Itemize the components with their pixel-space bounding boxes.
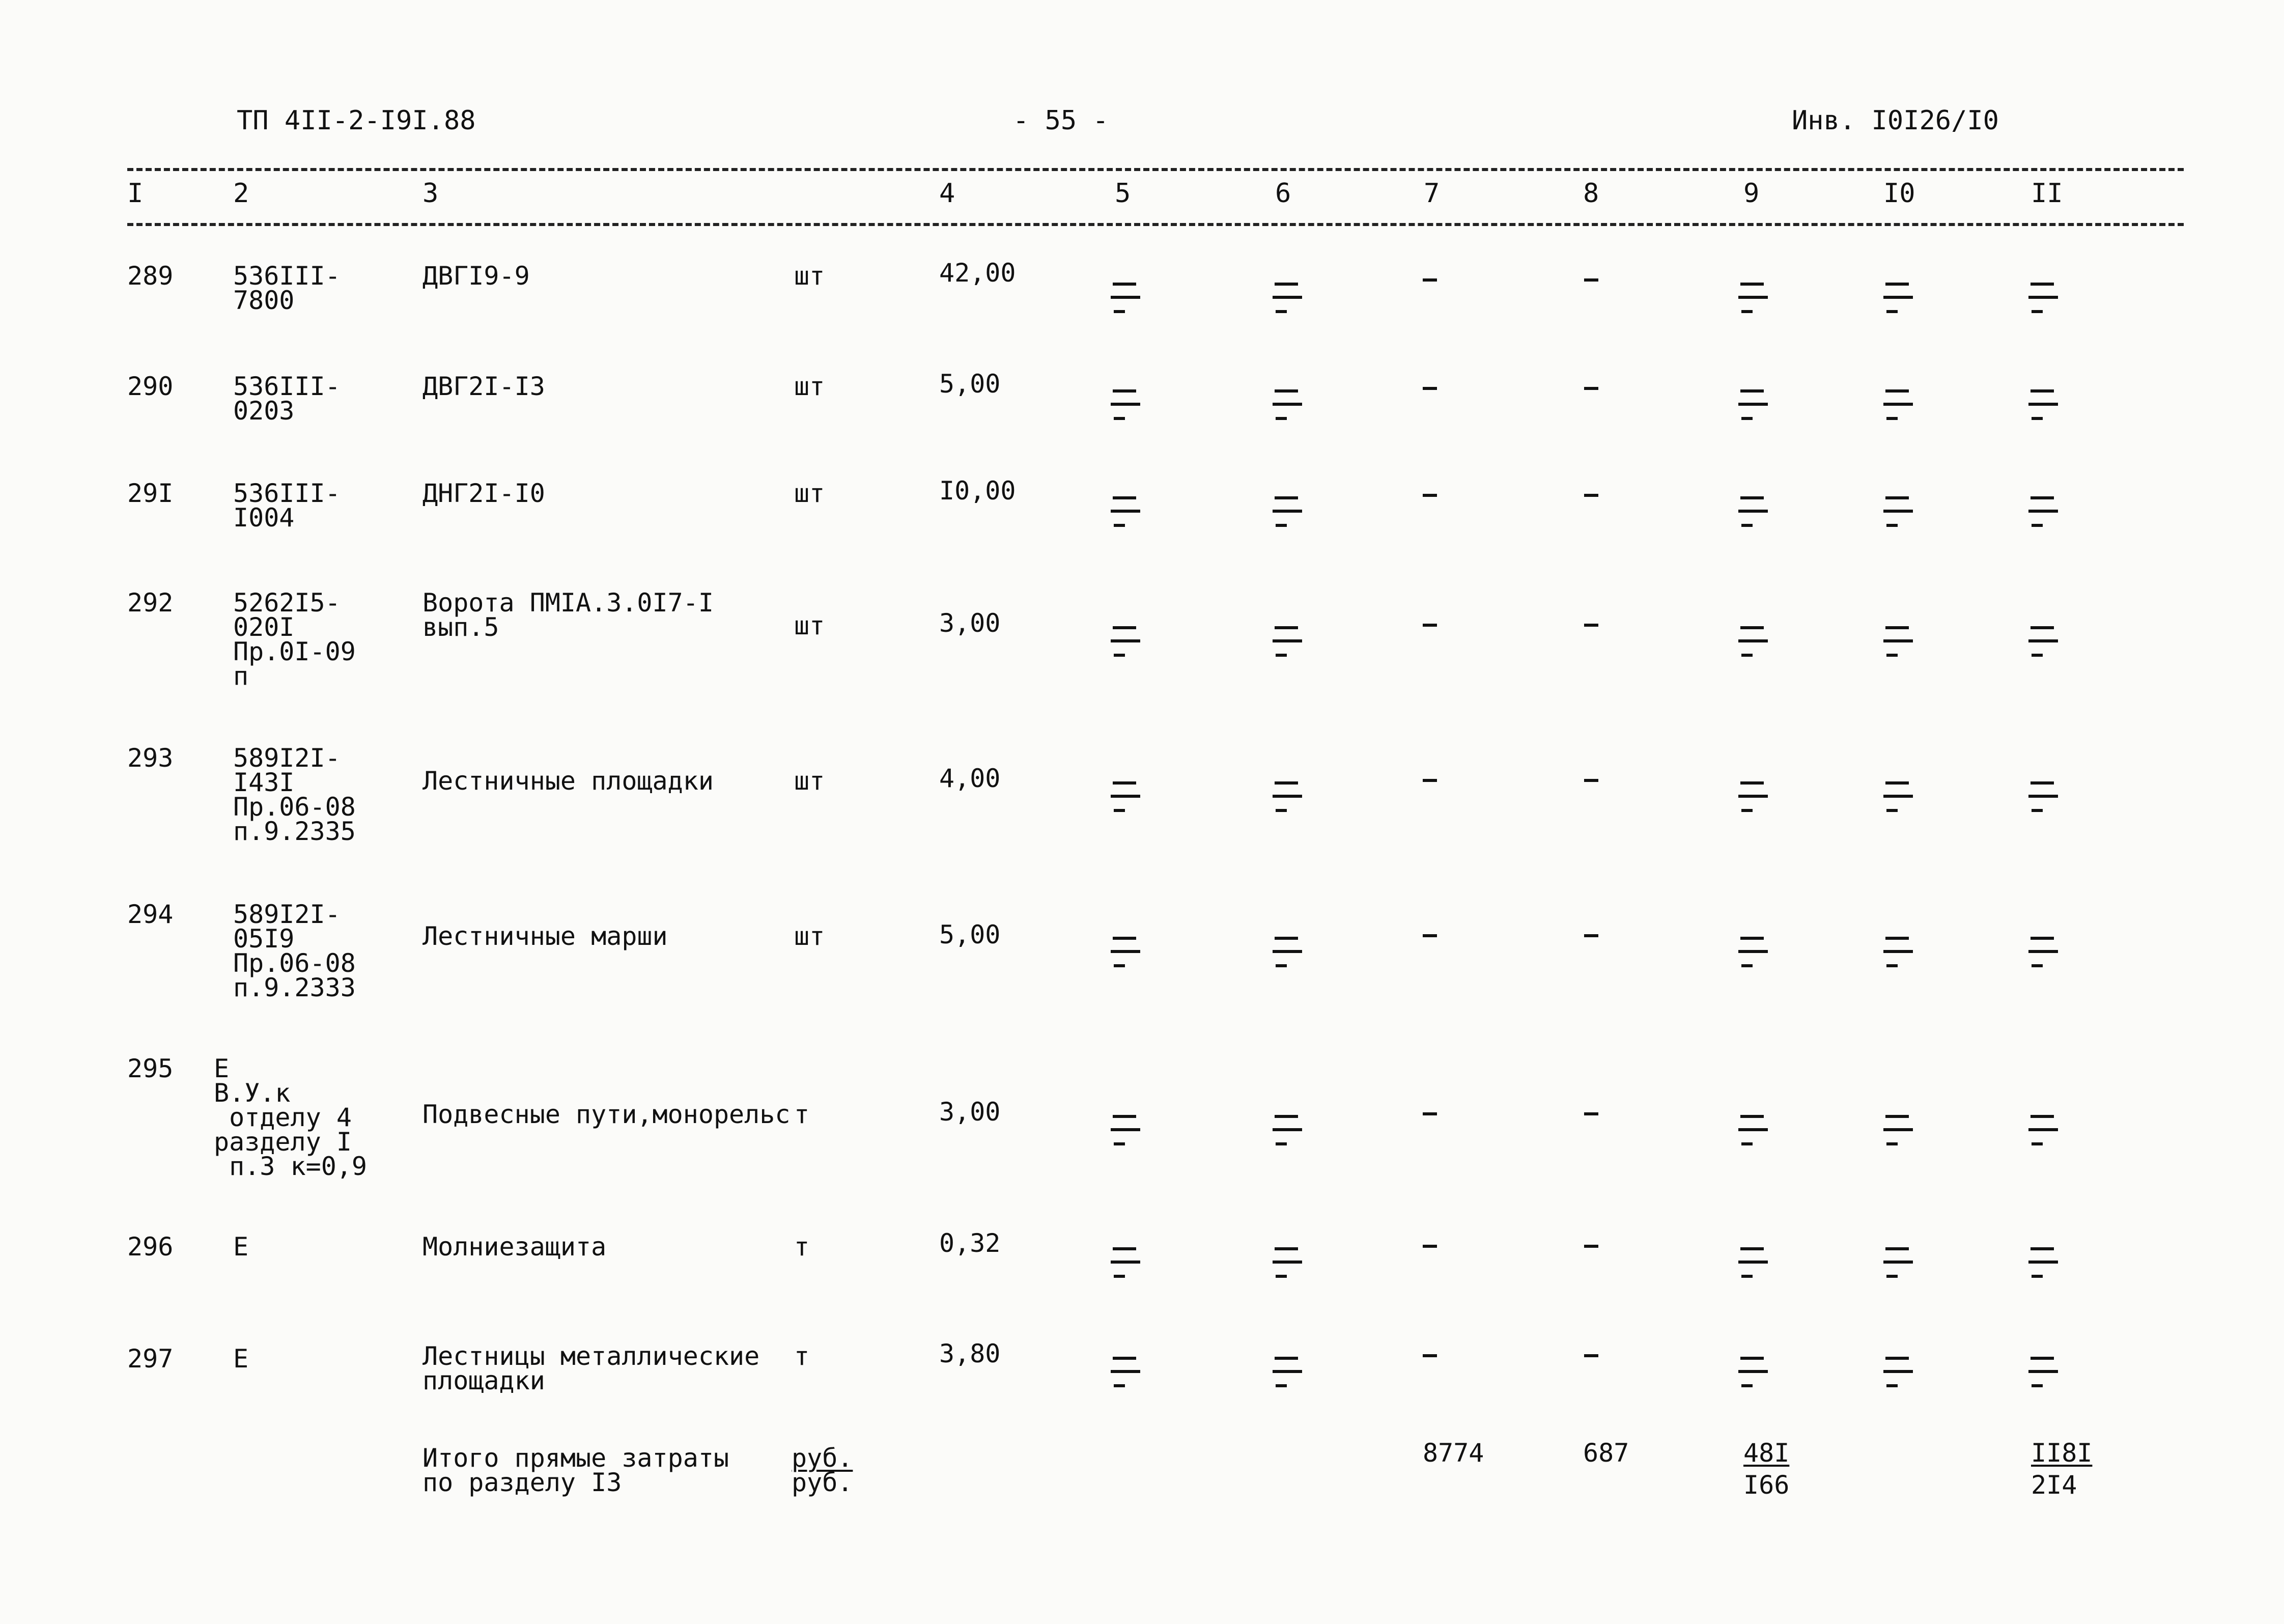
fraction-dash-mark	[1111, 1247, 1140, 1283]
row-unit: т	[794, 1100, 810, 1129]
dash-mark	[1423, 1354, 1437, 1357]
row-number: 289	[127, 261, 174, 291]
row-name: Лестничные марши	[422, 921, 668, 951]
total-col8: 687	[1583, 1438, 1629, 1468]
row-name: ДНГ2I-I0	[422, 479, 545, 508]
row-code: Е В.У.к отделу 4 разделу I п.3 к=0,9	[214, 1054, 368, 1181]
fraction-dash-mark	[2028, 937, 2058, 972]
fraction-dash-mark	[2028, 1115, 2058, 1151]
fraction-dash-mark	[1883, 626, 1913, 662]
dash-mark	[1584, 278, 1598, 282]
row-number: 295	[127, 1054, 174, 1083]
fraction-dash-mark	[1273, 496, 1302, 532]
column-header: 4	[939, 178, 955, 209]
fraction-dash-mark	[2028, 1247, 2058, 1283]
dash-mark	[1423, 387, 1437, 390]
total-label: Итого прямые затраты по разделу I3	[422, 1443, 729, 1497]
fraction-dash-mark	[1738, 1357, 1768, 1392]
row-unit: шт	[794, 921, 825, 951]
fraction-dash-mark	[1111, 1357, 1140, 1392]
column-header: I	[127, 178, 144, 209]
fraction-dash-mark	[1273, 1247, 1302, 1283]
dash-mark	[1423, 278, 1437, 282]
column-header: 3	[422, 178, 439, 209]
fraction-dash-mark	[1883, 937, 1913, 972]
row-unit: т	[794, 1341, 810, 1371]
row-unit: т	[794, 1232, 810, 1262]
fraction-dash-mark	[1738, 1115, 1768, 1151]
fraction-dash-mark	[1883, 283, 1913, 318]
fraction-dash-mark	[1738, 937, 1768, 972]
dash-mark	[1584, 934, 1598, 937]
fraction-dash-mark	[1111, 1115, 1140, 1151]
fraction-dash-mark	[1273, 937, 1302, 972]
row-unit: шт	[794, 766, 825, 796]
fraction-dash-mark	[1883, 1247, 1913, 1283]
fraction-dash-mark	[2028, 389, 2058, 425]
dash-mark	[1423, 1245, 1437, 1248]
row-code: Е	[233, 1344, 249, 1374]
fraction-dash-mark	[1273, 626, 1302, 662]
row-quantity: I0,00	[939, 476, 1016, 506]
column-header: 9	[1743, 178, 1760, 209]
row-number: 290	[127, 372, 174, 401]
row-quantity: 4,00	[939, 764, 1001, 793]
fraction-dash-mark	[1111, 937, 1140, 972]
header-dashed-rule	[127, 223, 2184, 226]
fraction-dash-mark	[1883, 496, 1913, 532]
row-number: 29I	[127, 479, 174, 508]
row-number: 296	[127, 1232, 174, 1262]
row-name: ДВГ2I-I3	[422, 372, 545, 401]
column-header: 6	[1275, 178, 1291, 209]
row-code: Е	[233, 1232, 249, 1262]
column-header: 5	[1115, 178, 1131, 209]
fraction-dash-mark	[1273, 781, 1302, 817]
dash-mark	[1584, 387, 1598, 390]
row-unit: шт	[794, 479, 825, 508]
row-number: 297	[127, 1344, 174, 1374]
fraction-dash-mark	[2028, 283, 2058, 318]
row-quantity: 5,00	[939, 920, 1001, 949]
total-unit-bottom: руб.	[792, 1468, 853, 1497]
fraction-dash-mark	[2028, 1357, 2058, 1392]
row-name: Ворота ПМIА.3.0I7-I вып.5	[422, 588, 714, 642]
row-name: Лестничные площадки	[422, 766, 714, 796]
row-code: 536III- 0203	[233, 372, 341, 426]
fraction-dash-mark	[1111, 626, 1140, 662]
row-quantity: 0,32	[939, 1228, 1001, 1258]
fraction-dash-mark	[1273, 283, 1302, 318]
dash-mark	[1423, 934, 1437, 937]
row-quantity: 3,80	[939, 1339, 1001, 1368]
fraction-dash-mark	[1738, 1247, 1768, 1283]
row-unit: шт	[794, 261, 825, 291]
row-code: 589I2I- I43I Пр.06-08 п.9.2335	[233, 743, 356, 846]
fraction-dash-mark	[1883, 389, 1913, 425]
row-code: 589I2I- 05I9 Пр.06-08 п.9.2333	[233, 900, 356, 1002]
fraction-dash-mark	[1111, 496, 1140, 532]
row-quantity: 42,00	[939, 258, 1016, 288]
row-name: Молниезащита	[422, 1232, 607, 1262]
column-header: II	[2031, 178, 2063, 209]
total-unit-top: руб.	[792, 1443, 853, 1473]
row-code: 536III- I004	[233, 479, 341, 533]
fraction-dash-mark	[1273, 1357, 1302, 1392]
page-number: - 55 -	[1013, 105, 1109, 136]
fraction-dash-mark	[2028, 626, 2058, 662]
fraction-dash-mark	[1883, 781, 1913, 817]
row-quantity: 3,00	[939, 1097, 1001, 1127]
column-header: 8	[1583, 178, 1599, 209]
fraction-dash-mark	[1883, 1357, 1913, 1392]
top-dashed-rule	[127, 168, 2184, 171]
total-col9-top: 48I	[1743, 1438, 1790, 1468]
total-col9-bottom: I66	[1743, 1470, 1790, 1500]
fraction-dash-mark	[2028, 496, 2058, 532]
total-col11-bottom: 2I4	[2031, 1470, 2077, 1500]
fraction-dash-mark	[1738, 781, 1768, 817]
dash-mark	[1423, 494, 1437, 497]
total-col7: 8774	[1423, 1438, 1484, 1468]
row-number: 293	[127, 743, 174, 773]
fraction-dash-mark	[1738, 283, 1768, 318]
dash-mark	[1584, 1245, 1598, 1248]
column-header: 7	[1424, 178, 1440, 209]
fraction-dash-mark	[2028, 781, 2058, 817]
row-number: 292	[127, 588, 174, 618]
row-code: 536III- 7800	[233, 261, 341, 315]
dash-mark	[1423, 624, 1437, 627]
fraction-dash-mark	[1738, 626, 1768, 662]
fraction-dash-mark	[1883, 1115, 1913, 1151]
row-name: Лестницы металлические площадки	[422, 1341, 760, 1395]
dash-mark	[1423, 779, 1437, 782]
total-col11-top: II8I	[2031, 1438, 2093, 1468]
column-header: I0	[1883, 178, 1915, 209]
row-name: ДВГI9-9	[422, 261, 530, 291]
inventory-number: Инв. I0I26/I0	[1792, 105, 1999, 136]
row-code: 5262I5- 020I Пр.0I-09 п	[233, 588, 356, 691]
fraction-dash-mark	[1111, 283, 1140, 318]
dash-mark	[1584, 779, 1598, 782]
fraction-dash-mark	[1111, 389, 1140, 425]
dash-mark	[1584, 1112, 1598, 1115]
dash-mark	[1584, 624, 1598, 627]
fraction-dash-mark	[1738, 389, 1768, 425]
row-unit: шт	[794, 372, 825, 401]
document-code: ТП 4II-2-I9I.88	[237, 105, 476, 136]
fraction-dash-mark	[1273, 1115, 1302, 1151]
row-name: Подвесные пути,монорельс	[422, 1100, 791, 1129]
column-header: 2	[233, 178, 249, 209]
dash-mark	[1584, 494, 1598, 497]
fraction-dash-mark	[1738, 496, 1768, 532]
dash-mark	[1584, 1354, 1598, 1357]
fraction-dash-mark	[1273, 389, 1302, 425]
fraction-dash-mark	[1111, 781, 1140, 817]
row-quantity: 5,00	[939, 369, 1001, 399]
row-number: 294	[127, 900, 174, 929]
dash-mark	[1423, 1112, 1437, 1115]
row-quantity: 3,00	[939, 608, 1001, 638]
row-unit: шт	[794, 611, 825, 640]
